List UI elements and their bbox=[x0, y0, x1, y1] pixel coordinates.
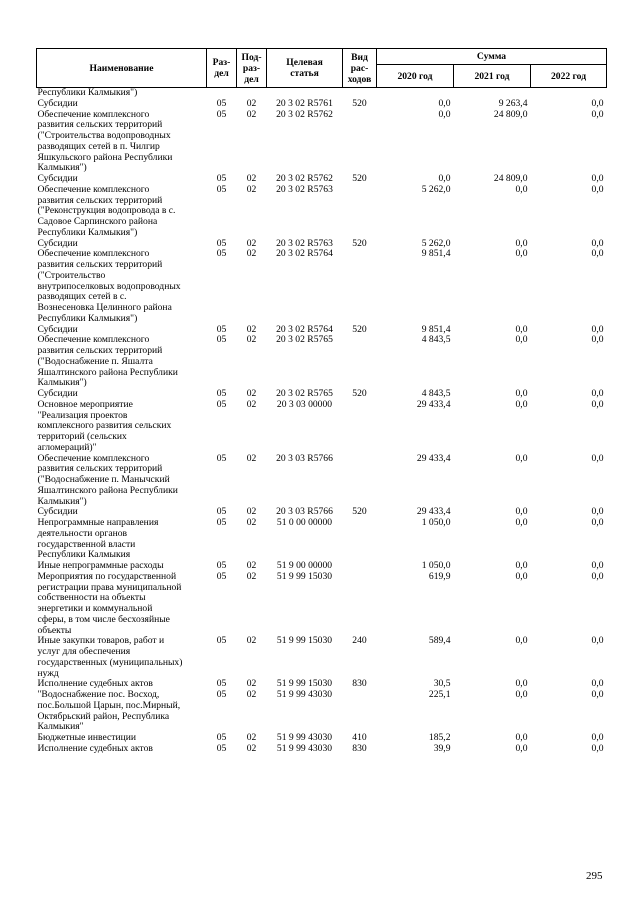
header-2020: 2020 год bbox=[377, 65, 454, 88]
cell-sum-2021: 0,0 bbox=[515, 183, 528, 195]
cell-sum-2022: 0,0 bbox=[591, 237, 604, 249]
cell-target: 51 9 99 43030 bbox=[276, 732, 333, 743]
cell-target: 51 9 99 43030 bbox=[276, 689, 333, 700]
cell-razdel: 05 bbox=[216, 388, 227, 399]
cell-sum-2022: 0,0 bbox=[591, 452, 604, 464]
table-row bbox=[37, 518, 607, 561]
cell-razdel: 05 bbox=[216, 452, 227, 464]
cell-sum-2022: 0,0 bbox=[591, 183, 604, 195]
table-row bbox=[37, 110, 607, 175]
cell-target: 20 3 02 R5765 bbox=[276, 388, 333, 399]
cell-podrazdel: 02 bbox=[246, 323, 257, 335]
cell-sum-2022: 0,0 bbox=[591, 732, 604, 743]
cell-vid: 520 bbox=[352, 237, 367, 249]
cell-sum-2022: 0,0 bbox=[591, 570, 604, 582]
cell-name: Исполнение судебных актов bbox=[37, 742, 153, 754]
cell-podrazdel: 02 bbox=[246, 689, 257, 700]
cell-sum-2021: 0,0 bbox=[515, 334, 528, 346]
cell-podrazdel: 02 bbox=[246, 173, 257, 184]
cell-target: 51 9 99 15030 bbox=[276, 570, 333, 582]
header-razdel: Раз- дел bbox=[207, 49, 237, 88]
cell-name: Субсидии bbox=[37, 173, 78, 184]
cell-target: 20 3 02 R5762 bbox=[276, 173, 333, 184]
header-target: Целевая статья bbox=[267, 49, 343, 88]
cell-vid: 520 bbox=[352, 97, 367, 109]
table-row bbox=[37, 249, 607, 324]
cell-sum-2020: 9 851,4 bbox=[421, 323, 451, 335]
cell-podrazdel: 02 bbox=[246, 248, 257, 260]
cell-name: Бюджетные инвестиции bbox=[37, 732, 136, 743]
cell-name: "Водоснабжение пос. Восход, пос.Большой Царын, пос.Мирный, Октябрьский район, Республика Калмыкия" bbox=[37, 689, 181, 733]
cell-vid bbox=[343, 454, 377, 508]
cell-sum-2020: 5 262,0 bbox=[421, 183, 451, 195]
cell-sum-2021: 0,0 bbox=[515, 560, 528, 571]
cell-sum-2022: 0,0 bbox=[591, 108, 604, 120]
cell-razdel: 05 bbox=[216, 570, 227, 582]
table-row bbox=[37, 99, 607, 110]
cell-vid bbox=[343, 690, 377, 733]
cell-podrazdel: 02 bbox=[246, 732, 257, 743]
cell-target: 51 0 00 00000 bbox=[276, 517, 333, 528]
cell-sum-2022: 0,0 bbox=[591, 517, 604, 528]
cell-target: 20 3 03 00000 bbox=[276, 398, 333, 410]
cell-vid: 240 bbox=[352, 635, 367, 647]
cell-name: Обеспечение комплексного развития сельских территорий ("Строительство внутрипоселковых водопроводных разводящих сетей в с. Вознесеновка Целинного района Республики Калмыкия") bbox=[37, 248, 181, 324]
cell-sum-2022: 0,0 bbox=[591, 248, 604, 260]
page-number: 295 bbox=[586, 870, 603, 882]
cell-target: 51 9 99 15030 bbox=[276, 678, 333, 690]
cell-sum-2021: 0,0 bbox=[515, 732, 528, 743]
cell-sum-2020: 619,9 bbox=[428, 570, 451, 582]
cell-name: Субсидии bbox=[37, 323, 78, 335]
cell-sum-2020: 1 050,0 bbox=[421, 560, 451, 571]
cell-sum-2020: 589,4 bbox=[428, 635, 451, 647]
cell-sum-2020: 0,0 bbox=[438, 108, 451, 120]
cell-sum-2022: 0,0 bbox=[591, 506, 604, 518]
cell-sum-2022: 0,0 bbox=[591, 689, 604, 700]
cell-name: Основное мероприятие "Реализация проектов комплексного развития сельских территорий (сельских агломераций)" bbox=[37, 398, 172, 453]
cell-podrazdel: 02 bbox=[246, 398, 257, 410]
cell-name: Республики Калмыкия") bbox=[37, 87, 138, 98]
cell-name: Обеспечение комплексного развития сельских территорий ("Водоснабжение п. Яшалта Яшалтинского района Республики Калмыкия") bbox=[37, 334, 178, 389]
header-vid: Вид рас- ходов bbox=[343, 49, 377, 88]
cell-vid bbox=[343, 110, 377, 175]
cell-razdel: 05 bbox=[216, 506, 227, 518]
cell-razdel: 05 bbox=[216, 248, 227, 260]
cell-sum-2021: 0,0 bbox=[515, 678, 528, 690]
budget-table bbox=[36, 48, 607, 755]
cell-name: Обеспечение комплексного развития сельских территорий ("Водоснабжение п. Манычский Яшалтинского района Республики Калмыкия") bbox=[37, 452, 178, 507]
cell-sum-2022: 0,0 bbox=[591, 635, 604, 647]
cell-podrazdel: 02 bbox=[246, 506, 257, 518]
cell-vid: 830 bbox=[352, 742, 367, 754]
cell-name: Исполнение судебных актов bbox=[37, 678, 153, 690]
cell-name: Обеспечение комплексного развития сельских территорий ("Реконструкция водопровода в с. Садовое Сарпинского района Республики Калмыкия") bbox=[37, 183, 176, 238]
cell-vid bbox=[343, 572, 377, 637]
table-row bbox=[37, 335, 607, 389]
cell-sum-2022: 0,0 bbox=[591, 388, 604, 399]
cell-sum-2021: 24 809,0 bbox=[493, 108, 528, 120]
cell-sum-2021: 0,0 bbox=[515, 517, 528, 528]
cell-podrazdel: 02 bbox=[246, 570, 257, 582]
cell-razdel: 05 bbox=[216, 689, 227, 700]
cell-sum-2020: 4 843,5 bbox=[421, 388, 451, 399]
cell-sum-2021: 0,0 bbox=[515, 689, 528, 700]
cell-target: 20 3 02 R5764 bbox=[276, 248, 333, 260]
cell-sum-2022: 0,0 bbox=[591, 323, 604, 335]
cell-sum-2020: 185,2 bbox=[428, 732, 451, 743]
cell-vid: 520 bbox=[352, 506, 367, 518]
cell-target: 20 3 02 R5764 bbox=[276, 323, 333, 335]
cell-sum-2020: 4 843,5 bbox=[421, 334, 451, 346]
cell-podrazdel: 02 bbox=[246, 517, 257, 528]
table-row bbox=[37, 636, 607, 679]
cell-sum-2021: 0,0 bbox=[515, 323, 528, 335]
budget-table-container bbox=[36, 48, 606, 755]
cell-sum-2021: 0,0 bbox=[515, 506, 528, 518]
cell-sum-2021: 24 809,0 bbox=[493, 173, 528, 184]
cell-target: 51 9 99 15030 bbox=[276, 635, 333, 647]
cell-sum-2020: 30,5 bbox=[433, 678, 451, 690]
cell-name: Иные непрограммные расходы bbox=[37, 560, 164, 571]
cell-podrazdel: 02 bbox=[246, 97, 257, 109]
cell-sum-2020: 29 433,4 bbox=[416, 398, 451, 410]
cell-sum-2021: 9 263,4 bbox=[498, 97, 528, 109]
cell-sum-2020: 1 050,0 bbox=[421, 517, 451, 528]
header-podrazdel: Под- раз- дел bbox=[237, 49, 267, 88]
cell-name: Обеспечение комплексного развития сельских территорий ("Строительства водопроводных разводящих сетей в п. Чилгир Яшкульского района Республики Калмыкия") bbox=[37, 108, 173, 174]
cell-target: 20 3 02 R5762 bbox=[276, 108, 333, 120]
cell-vid: 520 bbox=[352, 173, 367, 184]
cell-razdel: 05 bbox=[216, 732, 227, 743]
cell-sum-2022: 0,0 bbox=[591, 97, 604, 109]
cell-vid: 520 bbox=[352, 323, 367, 335]
cell-razdel: 05 bbox=[216, 323, 227, 335]
cell-name: Мероприятия по государственной регистрации права муниципальной собственности на объекты энергетики и коммунальной сферы, в том числе бесхозяйные объекты bbox=[37, 570, 182, 636]
cell-sum-2021: 0,0 bbox=[515, 452, 528, 464]
cell-target: 20 3 03 R5766 bbox=[276, 452, 333, 464]
cell-razdel: 05 bbox=[216, 183, 227, 195]
cell-target: 20 3 02 R5763 bbox=[276, 237, 333, 249]
cell-name: Иные закупки товаров, работ и услуг для обеспечения государственных (муниципальных) нужд bbox=[37, 635, 183, 679]
table-row bbox=[37, 185, 607, 239]
cell-sum-2020: 0,0 bbox=[438, 97, 451, 109]
cell-sum-2021: 0,0 bbox=[515, 398, 528, 410]
cell-razdel: 05 bbox=[216, 678, 227, 690]
cell-name: Субсидии bbox=[37, 388, 78, 399]
cell-razdel: 05 bbox=[216, 334, 227, 346]
cell-vid bbox=[343, 185, 377, 239]
cell-podrazdel: 02 bbox=[246, 678, 257, 690]
cell-razdel: 05 bbox=[216, 635, 227, 647]
header-sum: Сумма bbox=[377, 49, 607, 65]
cell-sum-2022: 0,0 bbox=[591, 560, 604, 571]
cell-sum-2022: 0,0 bbox=[591, 173, 604, 184]
cell-podrazdel: 02 bbox=[246, 560, 257, 571]
cell-razdel: 05 bbox=[216, 108, 227, 120]
table-row bbox=[37, 400, 607, 454]
cell-sum-2021: 0,0 bbox=[515, 742, 528, 754]
cell-vid bbox=[343, 400, 377, 454]
cell-razdel: 05 bbox=[216, 97, 227, 109]
cell-name: Субсидии bbox=[37, 237, 78, 249]
cell-vid bbox=[343, 335, 377, 389]
cell-sum-2021: 0,0 bbox=[515, 237, 528, 249]
cell-vid bbox=[343, 561, 377, 572]
table-row bbox=[37, 454, 607, 508]
cell-vid bbox=[343, 249, 377, 324]
cell-sum-2022: 0,0 bbox=[591, 678, 604, 690]
header-name: Наименование bbox=[37, 49, 207, 88]
cell-name: Субсидии bbox=[37, 506, 78, 518]
cell-razdel: 05 bbox=[216, 517, 227, 528]
cell-sum-2021: 0,0 bbox=[515, 570, 528, 582]
cell-target: 51 9 99 43030 bbox=[276, 742, 333, 754]
cell-target: 20 3 02 R5765 bbox=[276, 334, 333, 346]
cell-sum-2020: 9 851,4 bbox=[421, 248, 451, 260]
table-row bbox=[37, 744, 607, 755]
cell-vid bbox=[343, 518, 377, 561]
table-row bbox=[37, 572, 607, 637]
cell-podrazdel: 02 bbox=[246, 388, 257, 399]
header-2022: 2022 год bbox=[531, 65, 607, 88]
cell-vid: 520 bbox=[352, 388, 367, 399]
cell-podrazdel: 02 bbox=[246, 108, 257, 120]
cell-sum-2022: 0,0 bbox=[591, 742, 604, 754]
cell-target: 20 3 02 R5763 bbox=[276, 183, 333, 195]
cell-sum-2022: 0,0 bbox=[591, 334, 604, 346]
cell-sum-2020: 5 262,0 bbox=[421, 237, 451, 249]
cell-sum-2020: 39,9 bbox=[433, 742, 451, 754]
cell-sum-2020: 225,1 bbox=[428, 689, 451, 700]
cell-target: 20 3 03 R5766 bbox=[276, 506, 333, 518]
cell-name: Непрограммные направления деятельности органов государственной власти Республики Калмыкия bbox=[37, 517, 159, 561]
table-row bbox=[37, 690, 607, 733]
cell-sum-2020: 0,0 bbox=[438, 173, 451, 184]
cell-razdel: 05 bbox=[216, 173, 227, 184]
cell-podrazdel: 02 bbox=[246, 334, 257, 346]
cell-sum-2021: 0,0 bbox=[515, 388, 528, 399]
header-2021: 2021 год bbox=[454, 65, 531, 88]
cell-sum-2020: 29 433,4 bbox=[416, 452, 451, 464]
cell-razdel: 05 bbox=[216, 237, 227, 249]
cell-vid: 830 bbox=[352, 678, 367, 690]
table-header bbox=[37, 49, 607, 88]
cell-podrazdel: 02 bbox=[246, 635, 257, 647]
cell-razdel: 05 bbox=[216, 560, 227, 571]
cell-razdel: 05 bbox=[216, 742, 227, 754]
cell-sum-2021: 0,0 bbox=[515, 635, 528, 647]
cell-target: 51 9 00 00000 bbox=[276, 560, 333, 571]
table-body bbox=[37, 88, 607, 755]
cell-vid: 410 bbox=[352, 732, 367, 743]
cell-podrazdel: 02 bbox=[246, 183, 257, 195]
cell-target: 20 3 02 R5761 bbox=[276, 97, 333, 109]
cell-sum-2020: 29 433,4 bbox=[416, 506, 451, 518]
cell-podrazdel: 02 bbox=[246, 742, 257, 754]
cell-name: Субсидии bbox=[37, 97, 78, 109]
cell-podrazdel: 02 bbox=[246, 452, 257, 464]
cell-sum-2021: 0,0 bbox=[515, 248, 528, 260]
cell-podrazdel: 02 bbox=[246, 237, 257, 249]
cell-sum-2022: 0,0 bbox=[591, 398, 604, 410]
cell-razdel: 05 bbox=[216, 398, 227, 410]
